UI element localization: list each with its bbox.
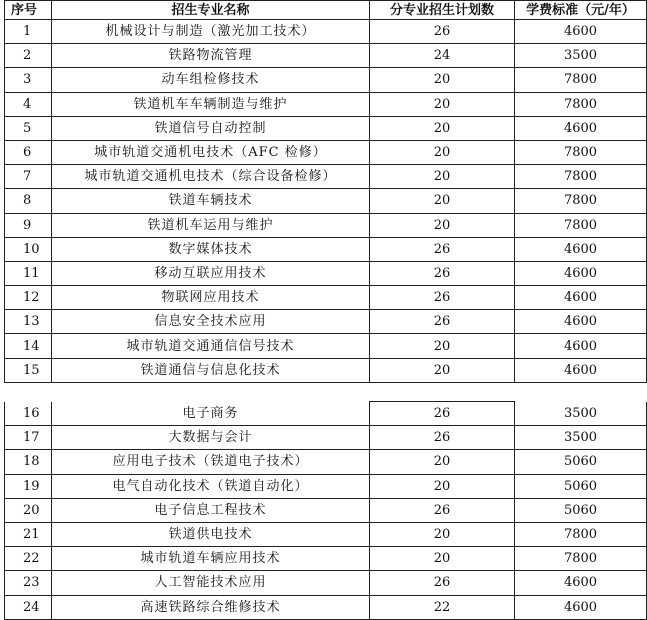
row-tuition: 7800 xyxy=(515,213,647,237)
row-major-name: 城市轨道交通机电技术（AFC 检修） xyxy=(52,140,370,164)
row-enrollment-plan: 20 xyxy=(370,334,515,358)
row-major-name: 铁道车辆技术 xyxy=(52,189,370,213)
row-major-name: 铁道通信与信息化技术 xyxy=(52,358,370,382)
row-seq: 9 xyxy=(5,213,52,237)
row-seq: 11 xyxy=(5,261,52,285)
row-tuition: 4600 xyxy=(515,286,647,310)
row-enrollment-plan: 26 xyxy=(370,571,515,595)
row-tuition: 4600 xyxy=(515,334,647,358)
row-major-name: 应用电子技术（铁道电子技术） xyxy=(52,450,370,474)
table-row xyxy=(5,498,647,522)
table-row xyxy=(5,140,647,164)
table-row xyxy=(5,213,647,237)
row-seq: 14 xyxy=(5,334,52,358)
row-major-name: 电气自动化技术（铁道自动化） xyxy=(52,474,370,498)
row-tuition: 4600 xyxy=(515,20,647,44)
enrollment-table-part-1 xyxy=(4,0,647,383)
row-seq: 18 xyxy=(5,450,52,474)
table-row xyxy=(5,116,647,140)
row-tuition: 5060 xyxy=(515,450,647,474)
row-tuition: 7800 xyxy=(515,189,647,213)
row-tuition: 4600 xyxy=(515,310,647,334)
row-seq: 10 xyxy=(5,237,52,261)
row-enrollment-plan: 26 xyxy=(370,261,515,285)
row-major-name: 数字媒体技术 xyxy=(52,237,370,261)
row-tuition: 3500 xyxy=(515,44,647,68)
row-seq: 23 xyxy=(5,571,52,595)
row-major-name: 人工智能技术应用 xyxy=(52,571,370,595)
row-major-name: 城市轨道车辆应用技术 xyxy=(52,547,370,571)
row-seq: 5 xyxy=(5,116,52,140)
table-row xyxy=(5,595,647,619)
row-tuition: 7800 xyxy=(515,547,647,571)
row-seq: 4 xyxy=(5,92,52,116)
row-tuition: 5060 xyxy=(515,498,647,522)
table-header-row xyxy=(5,1,647,20)
row-enrollment-plan: 20 xyxy=(370,140,515,164)
row-major-name: 物联网应用技术 xyxy=(52,286,370,310)
row-tuition: 7800 xyxy=(515,522,647,546)
table-row xyxy=(5,44,647,68)
table-row xyxy=(5,237,647,261)
row-enrollment-plan: 20 xyxy=(370,165,515,189)
enrollment-table-part-2 xyxy=(4,401,647,620)
table-row xyxy=(5,426,647,450)
row-major-name: 机械设计与制造（激光加工技术） xyxy=(52,20,370,44)
row-tuition: 3500 xyxy=(515,426,647,450)
table-row xyxy=(5,358,647,382)
row-seq: 17 xyxy=(5,426,52,450)
row-tuition: 7800 xyxy=(515,165,647,189)
row-enrollment-plan: 20 xyxy=(370,522,515,546)
row-enrollment-plan: 20 xyxy=(370,189,515,213)
row-seq: 20 xyxy=(5,498,52,522)
table-row xyxy=(5,402,647,426)
table-row xyxy=(5,92,647,116)
row-tuition: 4600 xyxy=(515,595,647,619)
row-tuition: 4600 xyxy=(515,571,647,595)
table-row xyxy=(5,450,647,474)
row-enrollment-plan: 26 xyxy=(370,498,515,522)
row-major-name: 电子商务 xyxy=(52,402,370,426)
row-tuition: 7800 xyxy=(515,140,647,164)
row-major-name: 铁道供电技术 xyxy=(52,522,370,546)
row-tuition: 5060 xyxy=(515,474,647,498)
table-row xyxy=(5,261,647,285)
row-major-name: 移动互联应用技术 xyxy=(52,261,370,285)
table-row xyxy=(5,334,647,358)
row-tuition: 3500 xyxy=(515,402,647,426)
row-seq: 8 xyxy=(5,189,52,213)
table-row xyxy=(5,474,647,498)
row-seq: 12 xyxy=(5,286,52,310)
row-major-name: 电子信息工程技术 xyxy=(52,498,370,522)
row-enrollment-plan: 26 xyxy=(370,402,515,426)
header-tuition: 学费标准（元/年） xyxy=(515,1,647,20)
row-seq: 16 xyxy=(5,402,52,426)
row-major-name: 高速铁路综合维修技术 xyxy=(52,595,370,619)
row-enrollment-plan: 26 xyxy=(370,310,515,334)
table-row xyxy=(5,547,647,571)
row-major-name: 铁道机车运用与维护 xyxy=(52,213,370,237)
row-seq: 19 xyxy=(5,474,52,498)
table-row xyxy=(5,522,647,546)
row-tuition: 7800 xyxy=(515,68,647,92)
row-major-name: 铁道信号自动控制 xyxy=(52,116,370,140)
table-row xyxy=(5,165,647,189)
row-enrollment-plan: 26 xyxy=(370,237,515,261)
row-tuition: 4600 xyxy=(515,261,647,285)
row-seq: 15 xyxy=(5,358,52,382)
row-seq: 22 xyxy=(5,547,52,571)
row-tuition: 7800 xyxy=(515,92,647,116)
row-enrollment-plan: 26 xyxy=(370,286,515,310)
row-seq: 24 xyxy=(5,595,52,619)
table-row xyxy=(5,68,647,92)
row-seq: 1 xyxy=(5,20,52,44)
row-tuition: 4600 xyxy=(515,358,647,382)
row-enrollment-plan: 20 xyxy=(370,547,515,571)
row-seq: 13 xyxy=(5,310,52,334)
row-major-name: 铁路物流管理 xyxy=(52,44,370,68)
row-tuition: 4600 xyxy=(515,116,647,140)
table-row xyxy=(5,189,647,213)
table-row xyxy=(5,286,647,310)
row-tuition: 4600 xyxy=(515,237,647,261)
table-row xyxy=(5,310,647,334)
row-major-name: 城市轨道交通通信信号技术 xyxy=(52,334,370,358)
row-enrollment-plan: 20 xyxy=(370,68,515,92)
row-enrollment-plan: 26 xyxy=(370,20,515,44)
row-seq: 7 xyxy=(5,165,52,189)
row-major-name: 城市轨道交通机电技术（综合设备检修） xyxy=(52,165,370,189)
row-enrollment-plan: 20 xyxy=(370,92,515,116)
row-enrollment-plan: 20 xyxy=(370,213,515,237)
row-enrollment-plan: 20 xyxy=(370,358,515,382)
row-enrollment-plan: 26 xyxy=(370,426,515,450)
table-row xyxy=(5,20,647,44)
row-enrollment-plan: 20 xyxy=(370,450,515,474)
header-major-name: 招生专业名称 xyxy=(52,1,370,20)
header-seq: 序号 xyxy=(5,1,52,20)
row-seq: 2 xyxy=(5,44,52,68)
row-enrollment-plan: 20 xyxy=(370,474,515,498)
row-seq: 21 xyxy=(5,522,52,546)
row-major-name: 动车组检修技术 xyxy=(52,68,370,92)
header-enrollment-plan: 分专业招生计划数 xyxy=(370,1,515,20)
row-enrollment-plan: 24 xyxy=(370,44,515,68)
row-seq: 3 xyxy=(5,68,52,92)
row-enrollment-plan: 20 xyxy=(370,116,515,140)
row-major-name: 大数据与会计 xyxy=(52,426,370,450)
row-major-name: 铁道机车车辆制造与维护 xyxy=(52,92,370,116)
table-row xyxy=(5,571,647,595)
row-seq: 6 xyxy=(5,140,52,164)
row-major-name: 信息安全技术应用 xyxy=(52,310,370,334)
row-enrollment-plan: 22 xyxy=(370,595,515,619)
